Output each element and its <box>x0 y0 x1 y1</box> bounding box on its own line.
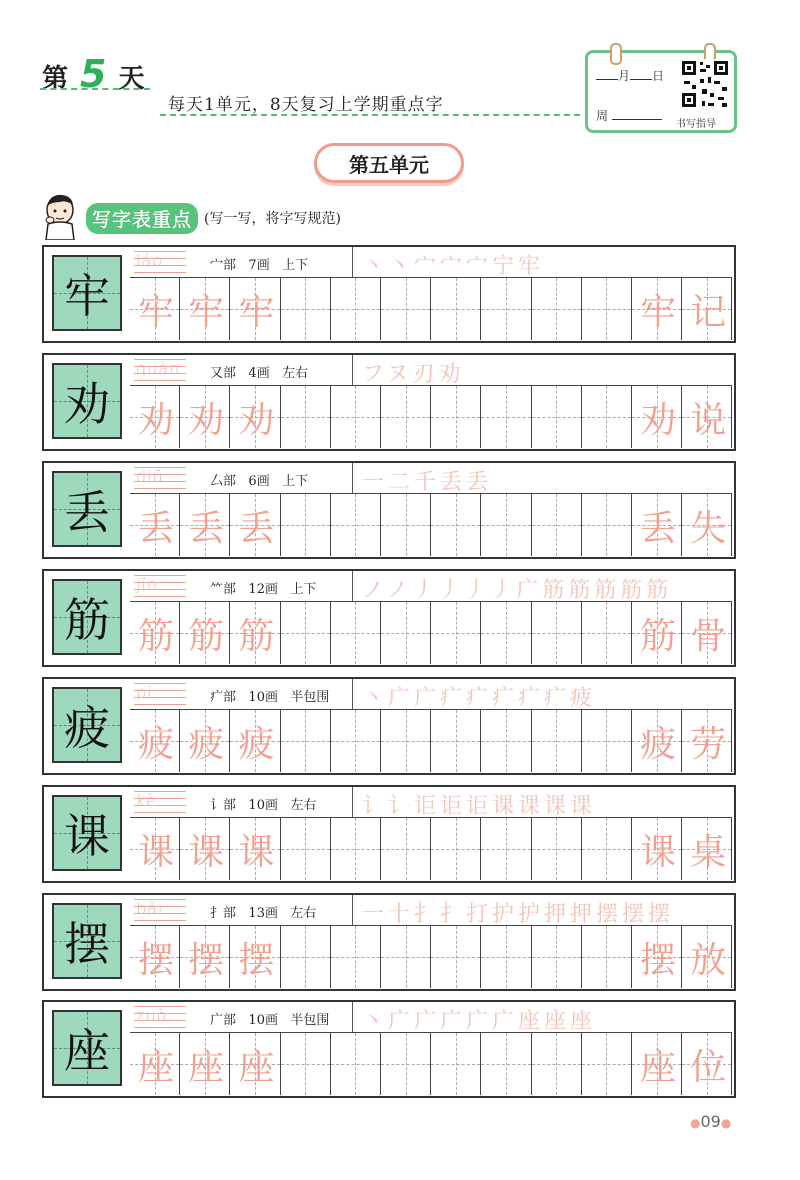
writing-cell[interactable] <box>431 602 481 664</box>
writing-cell[interactable] <box>532 386 582 448</box>
model-character-cell <box>52 903 122 979</box>
section-title: 写字表重点 <box>86 203 198 234</box>
trace-character: 劝 <box>188 399 225 441</box>
word-character: 牢 <box>639 291 676 333</box>
writing-cell[interactable] <box>381 818 431 880</box>
word-character: 摆 <box>639 939 676 981</box>
trace-character: 课 <box>188 831 225 873</box>
writing-cell[interactable] <box>331 1033 381 1095</box>
model-character: 课 <box>64 809 110 863</box>
trace-character: 疲 <box>188 723 225 765</box>
writing-cell[interactable] <box>381 926 431 988</box>
page-dots-icon: ● <box>720 1116 732 1130</box>
writing-cell[interactable] <box>532 278 582 340</box>
writing-cell[interactable] <box>582 386 632 448</box>
writing-cell[interactable] <box>431 494 481 556</box>
writing-cell[interactable] <box>582 926 632 988</box>
header-divider <box>40 88 150 90</box>
stroke-order: 讠讠讵讵讵课课课课 <box>362 794 597 819</box>
word-character: 失 <box>690 507 727 549</box>
character-info <box>130 355 353 385</box>
model-character: 丢 <box>64 485 110 539</box>
trace-character: 摆 <box>238 939 275 981</box>
stroke-count: 10画 <box>248 1013 278 1028</box>
character-row <box>42 677 736 775</box>
pinyin-text: láo <box>136 251 164 270</box>
stroke-order: 一十扌扌打护护押押摆摆摆 <box>362 902 675 927</box>
writing-cell[interactable] <box>381 710 431 772</box>
model-character-cell <box>52 471 122 547</box>
model-character: 座 <box>64 1024 110 1078</box>
writing-cell[interactable] <box>481 926 531 988</box>
page-number <box>690 1112 731 1131</box>
stroke-order: 丶广广广广广座座座 <box>362 1009 597 1034</box>
day-suffix: 天 <box>118 64 145 94</box>
word-character: 说 <box>690 399 727 441</box>
calendar-ring-icon <box>610 43 622 65</box>
trace-character: 摆 <box>137 939 174 981</box>
radical-info <box>210 686 329 705</box>
pinyin-text: kè <box>136 791 157 810</box>
word-character: 课 <box>639 831 676 873</box>
trace-character: 丢 <box>137 507 174 549</box>
trace-character: 课 <box>137 831 174 873</box>
page-dots-icon: ● <box>690 1116 701 1130</box>
writing-cell[interactable] <box>281 818 331 880</box>
subtitle-underline <box>160 114 580 116</box>
boy-thinking-icon <box>38 190 82 240</box>
writing-cell[interactable] <box>381 494 431 556</box>
day-number: 5 <box>80 52 107 96</box>
radical-info <box>210 1009 329 1028</box>
trace-character: 疲 <box>137 723 174 765</box>
character-row <box>42 785 736 883</box>
model-character: 疲 <box>64 701 110 755</box>
structure: 左右 <box>282 366 309 381</box>
writing-cell[interactable] <box>381 386 431 448</box>
section-note: (写一写，将字写规范) <box>204 211 341 227</box>
structure: 半包围 <box>290 1013 330 1028</box>
trace-character: 摆 <box>188 939 225 981</box>
trace-character: 课 <box>238 831 275 873</box>
word-character: 筋 <box>639 615 676 657</box>
character-info <box>130 247 353 277</box>
writing-cell[interactable] <box>582 1033 632 1095</box>
radical: 宀部 <box>210 258 237 273</box>
writing-cell[interactable] <box>281 278 331 340</box>
writing-cell[interactable] <box>582 278 632 340</box>
radical-info <box>210 902 316 921</box>
writing-grid <box>130 385 732 448</box>
section-heading <box>86 203 341 233</box>
stroke-order: フヌ刃劝 <box>362 362 465 387</box>
structure: 上下 <box>282 474 309 489</box>
writing-cell[interactable] <box>431 386 481 448</box>
writing-cell[interactable] <box>532 710 582 772</box>
radical: 疒部 <box>210 690 237 705</box>
character-info <box>130 1002 353 1032</box>
writing-cell[interactable] <box>331 926 381 988</box>
character-row <box>42 893 736 991</box>
word-character: 座 <box>639 1046 676 1088</box>
date-calendar-card <box>585 50 737 133</box>
page-number-text: 09 <box>700 1112 721 1131</box>
word-character: 丢 <box>639 507 676 549</box>
radical-info <box>210 470 308 489</box>
word-character: 疲 <box>639 723 676 765</box>
radical-info <box>210 254 308 273</box>
writing-cell[interactable] <box>481 494 531 556</box>
unit-title: 第五单元 <box>314 143 464 183</box>
pinyin-text: diū <box>136 467 164 486</box>
week-field[interactable] <box>596 107 662 124</box>
writing-cell[interactable] <box>582 602 632 664</box>
radical: 厶部 <box>210 474 237 489</box>
writing-cell[interactable] <box>331 818 381 880</box>
writing-grid <box>130 601 732 664</box>
writing-grid <box>130 277 732 340</box>
month-label: 月 <box>618 69 631 83</box>
trace-character: 疲 <box>238 723 275 765</box>
character-info <box>130 463 353 493</box>
pinyin-text: quàn <box>136 359 181 378</box>
stroke-order: 丶丶宀宀宀宁牢 <box>362 254 545 279</box>
writing-cell[interactable] <box>281 926 331 988</box>
writing-cell[interactable] <box>532 1033 582 1095</box>
trace-character: 牢 <box>188 291 225 333</box>
model-character-cell <box>52 1010 122 1086</box>
radical: 广部 <box>210 1013 237 1028</box>
writing-cell[interactable] <box>582 710 632 772</box>
writing-cell[interactable] <box>532 926 582 988</box>
structure: 左右 <box>290 906 317 921</box>
qr-code-icon[interactable] <box>680 59 730 109</box>
writing-cell[interactable] <box>481 278 531 340</box>
writing-cell[interactable] <box>381 602 431 664</box>
pinyin-text: pí <box>136 683 153 702</box>
word-character: 放 <box>690 939 727 981</box>
writing-cell[interactable] <box>431 926 481 988</box>
writing-cell[interactable] <box>331 710 381 772</box>
writing-cell[interactable] <box>431 710 481 772</box>
structure: 上下 <box>290 582 317 597</box>
trace-character: 座 <box>137 1046 174 1088</box>
trace-character: 牢 <box>238 291 275 333</box>
model-character: 筋 <box>64 593 110 647</box>
writing-cell[interactable] <box>481 602 531 664</box>
model-character-cell <box>52 363 122 439</box>
writing-cell[interactable] <box>431 278 481 340</box>
writing-grid <box>130 493 732 556</box>
qr-label: 书写指导 <box>676 119 716 130</box>
trace-character: 座 <box>188 1046 225 1088</box>
week-label: 周 <box>596 109 609 123</box>
writing-cell[interactable] <box>532 602 582 664</box>
radical-info <box>210 362 308 381</box>
model-character: 摆 <box>64 917 110 971</box>
pinyin-text: bǎi <box>136 899 164 918</box>
model-character: 劝 <box>64 377 110 431</box>
stroke-count: 10画 <box>248 690 278 705</box>
writing-cell[interactable] <box>331 602 381 664</box>
trace-character: 丢 <box>188 507 225 549</box>
trace-character: 座 <box>238 1046 275 1088</box>
word-character: 骨 <box>690 615 727 657</box>
writing-cell[interactable] <box>381 278 431 340</box>
writing-grid <box>130 1032 732 1095</box>
trace-character: 劝 <box>137 399 174 441</box>
pinyin-text: jīn <box>136 575 159 594</box>
model-character-cell <box>52 795 122 871</box>
character-info <box>130 895 353 925</box>
radical-info <box>210 794 316 813</box>
writing-cell[interactable] <box>582 818 632 880</box>
model-character-cell <box>52 579 122 655</box>
writing-cell[interactable] <box>481 386 531 448</box>
character-row <box>42 353 736 451</box>
radical-info <box>210 578 316 597</box>
character-info <box>130 571 353 601</box>
writing-cell[interactable] <box>381 1033 431 1095</box>
word-character: 桌 <box>690 831 727 873</box>
trace-character: 劝 <box>238 399 275 441</box>
writing-cell[interactable] <box>331 278 381 340</box>
structure: 半包围 <box>290 690 330 705</box>
writing-cell[interactable] <box>481 1033 531 1095</box>
stroke-order: 丶广广疒疒疒疒疒疲 <box>362 686 597 711</box>
character-row <box>42 1000 736 1098</box>
writing-cell[interactable] <box>331 494 381 556</box>
trace-character: 筋 <box>137 615 174 657</box>
writing-cell[interactable] <box>431 818 481 880</box>
writing-grid <box>130 925 732 988</box>
character-row <box>42 461 736 559</box>
pinyin-text: zuò <box>136 1006 168 1025</box>
writing-cell[interactable] <box>281 1033 331 1095</box>
writing-cell[interactable] <box>281 710 331 772</box>
subtitle: 每天1单元，8天复习上学期重点字 <box>168 95 444 115</box>
writing-cell[interactable] <box>431 1033 481 1095</box>
writing-cell[interactable] <box>532 818 582 880</box>
stroke-order: ノノ丿丿丿丿广筋筋筋筋筋 <box>362 578 673 603</box>
radical: 扌部 <box>210 906 237 921</box>
stroke-count: 10画 <box>248 798 278 813</box>
radical: 又部 <box>210 366 237 381</box>
structure: 上下 <box>282 258 309 273</box>
stroke-order: 一二千丢丢 <box>362 470 493 495</box>
stroke-count: 7画 <box>248 258 270 273</box>
character-row <box>42 569 736 667</box>
word-character: 记 <box>690 291 727 333</box>
writing-cell[interactable] <box>281 602 331 664</box>
trace-character: 筋 <box>238 615 275 657</box>
model-character-cell <box>52 255 122 331</box>
writing-cell[interactable] <box>532 494 582 556</box>
word-character: 位 <box>690 1046 727 1088</box>
writing-cell[interactable] <box>331 386 381 448</box>
writing-cell[interactable] <box>281 494 331 556</box>
writing-grid <box>130 709 732 772</box>
structure: 左右 <box>290 798 317 813</box>
day-label: 日 <box>652 69 665 83</box>
stroke-count: 4画 <box>248 366 270 381</box>
writing-cell[interactable] <box>481 710 531 772</box>
stroke-count: 12画 <box>248 582 278 597</box>
word-character: 劝 <box>639 399 676 441</box>
writing-cell[interactable] <box>281 386 331 448</box>
writing-grid <box>130 817 732 880</box>
trace-character: 牢 <box>137 291 174 333</box>
character-info <box>130 679 353 709</box>
writing-cell[interactable] <box>582 494 632 556</box>
trace-character: 丢 <box>238 507 275 549</box>
model-character-cell <box>52 687 122 763</box>
word-character: 劳 <box>690 723 727 765</box>
stroke-count: 6画 <box>248 474 270 489</box>
trace-character: 筋 <box>188 615 225 657</box>
radical: ⺮部 <box>210 582 237 597</box>
radical: 讠部 <box>210 798 237 813</box>
stroke-count: 13画 <box>248 906 278 921</box>
writing-cell[interactable] <box>481 818 531 880</box>
model-character: 牢 <box>64 269 110 323</box>
character-row <box>42 245 736 343</box>
character-info <box>130 787 353 817</box>
day-prefix: 第 <box>42 64 69 94</box>
date-field[interactable] <box>596 67 664 84</box>
